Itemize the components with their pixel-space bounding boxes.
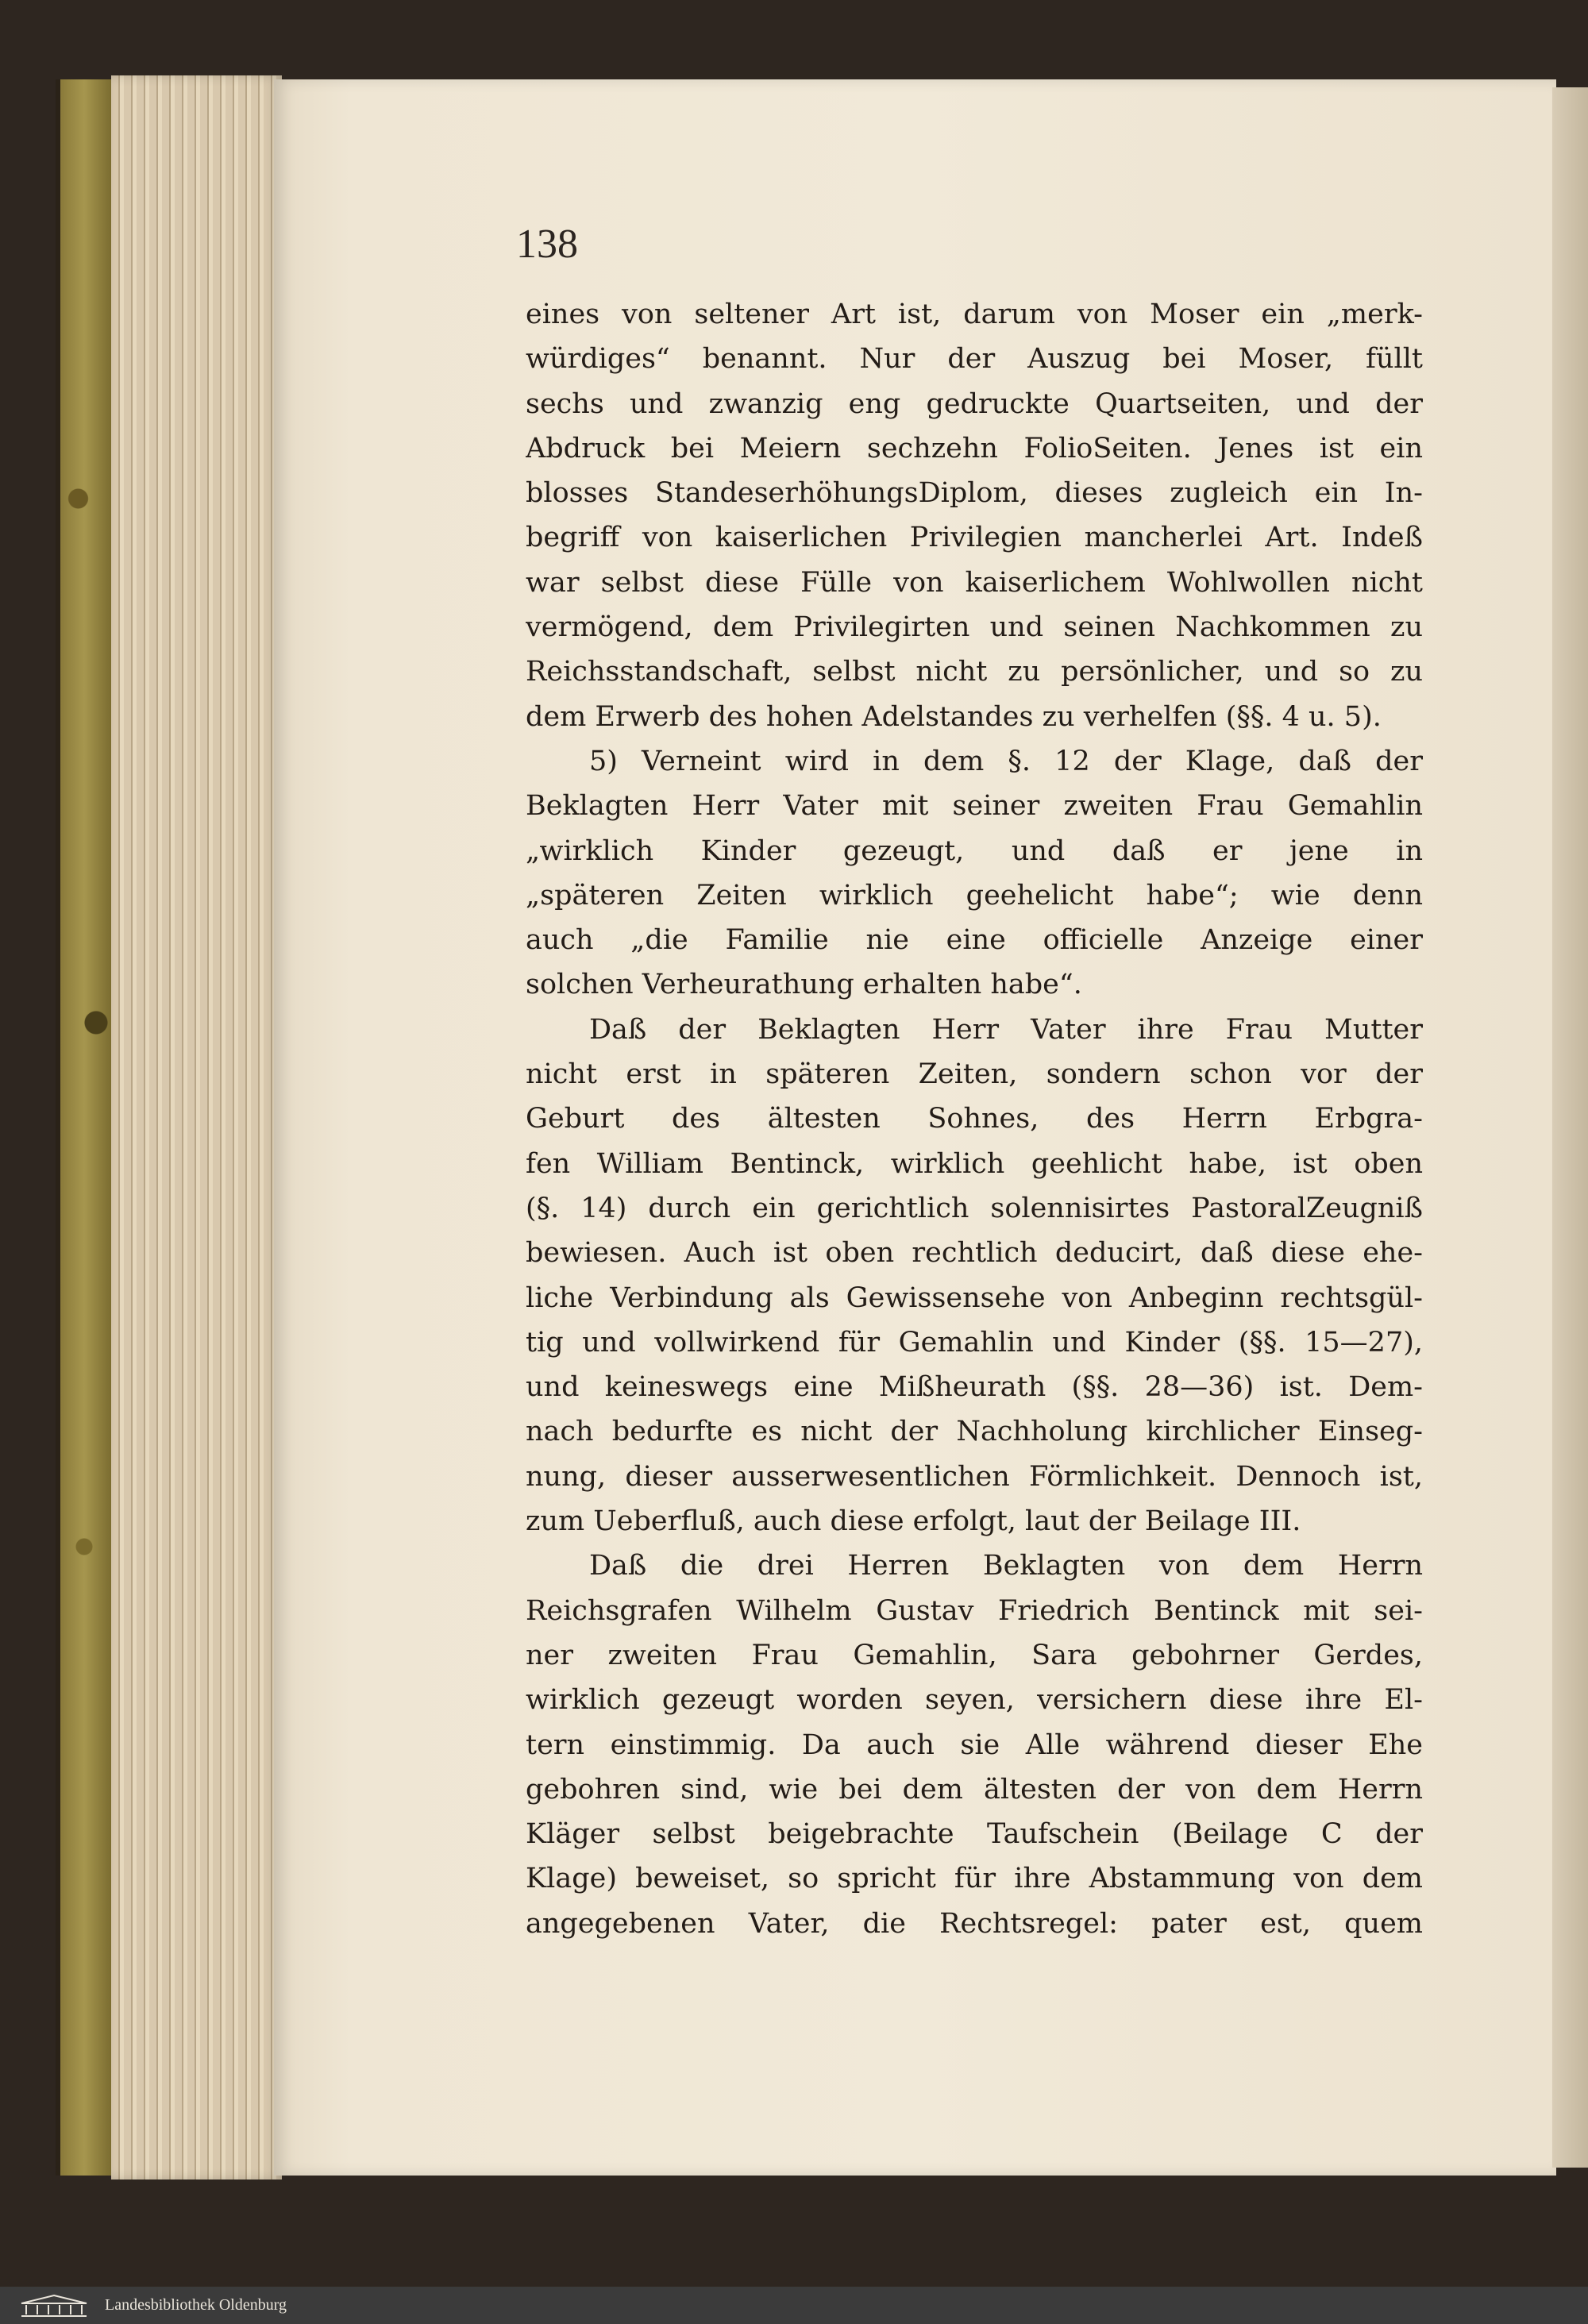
- text-line: blosses StandeserhöhungsDiplom, dieses zugleich ein In-: [526, 477, 1423, 510]
- text-line: nung, dieser ausserwesentlichen Förmlichkeit. Dennoch ist,: [526, 1460, 1423, 1493]
- page-text: [526, 292, 1423, 1946]
- text-line: nicht erst in späteren Zeiten, sondern schon vor der: [526, 1058, 1423, 1091]
- text-line: (§. 14) durch ein gerichtlich solennisirtes PastoralZeugniß: [526, 1192, 1423, 1224]
- text-line: „wirklich Kinder gezeugt, und daß er jene in: [526, 834, 1423, 867]
- text-line: Daß die drei Herren Beklagten von dem Herrn: [589, 1550, 1423, 1582]
- text-line: begriff von kaiserlichen Privilegien mancherlei Art. Indeß: [526, 522, 1423, 554]
- page-number: 138: [516, 222, 578, 267]
- book-cover-edge: [56, 79, 120, 2176]
- text-line: tig und vollwirkend für Gemahlin und Kinder (§§. 15—27),: [526, 1326, 1423, 1359]
- text-line: auch „die Familie nie eine officielle Anzeige einer: [526, 924, 1423, 957]
- text-line: dem Erwerb des hohen Adelstandes zu verhelfen (§§. 4 u. 5).: [526, 700, 1382, 733]
- text-line: und keineswegs eine Mißheurath (§§. 28—36) ist. Dem-: [526, 1371, 1423, 1404]
- text-line: Klage) beweiset, so spricht für ihre Abstammung von dem: [526, 1863, 1423, 1895]
- library-name: Landesbibliothek Oldenburg: [105, 2296, 287, 2314]
- text-line: gebohren sind, wie bei dem ältesten der von dem Herrn: [526, 1773, 1423, 1806]
- facing-page-edge: [1552, 87, 1588, 2168]
- text-line: 5) Verneint wird in dem §. 12 der Klage, daß der: [589, 745, 1423, 777]
- text-line: nach bedurfte es nicht der Nachholung kirchlicher Einseg-: [526, 1416, 1423, 1448]
- text-line: sechs und zwanzig eng gedruckte Quartseiten, und der: [526, 387, 1423, 420]
- text-line: angegebenen Vater, die Rechtsregel: pater est, quem: [526, 1907, 1423, 1940]
- text-line: tern einstimmig. Da auch sie Alle während dieser Ehe: [526, 1729, 1423, 1761]
- text-line: „späteren Zeiten wirklich geehelicht habe“; wie denn: [526, 879, 1423, 911]
- text-line: solchen Verheurathung erhalten habe“.: [526, 969, 1082, 1001]
- text-line: bewiesen. Auch ist oben rechtlich deducirt, daß diese ehe-: [526, 1237, 1423, 1270]
- text-line: Geburt des ältesten Sohnes, des Herrn Erbgra-: [526, 1103, 1423, 1135]
- text-line: eines von seltener Art ist, darum von Moser ein „merk-: [526, 299, 1423, 330]
- text-line: Beklagten Herr Vater mit seiner zweiten Frau Gemahlin: [526, 790, 1423, 823]
- text-line: Reichsgrafen Wilhelm Gustav Friedrich Bentinck mit sei-: [526, 1594, 1423, 1627]
- text-line: zum Ueberfluß, auch diese erfolgt, laut der Beilage III.: [526, 1505, 1301, 1538]
- text-line: Kläger selbst beigebrachte Taufschein (Beilage C der: [526, 1818, 1423, 1851]
- text-line: Reichsstandschaft, selbst nicht zu persönlicher, und so zu: [526, 656, 1423, 688]
- text-line: vermögend, dem Privilegirten und seinen Nachkommen zu: [526, 611, 1423, 644]
- text-line: würdiges“ benannt. Nur der Auszug bei Moser, füllt: [526, 343, 1423, 376]
- text-line: fen William Bentinck, wirklich geehlicht habe, ist oben: [526, 1147, 1423, 1180]
- library-building-icon: [14, 2292, 94, 2319]
- text-line: ner zweiten Frau Gemahlin, Sara gebohrner Gerdes,: [526, 1639, 1423, 1671]
- footer-bar: [0, 2287, 1588, 2324]
- page-stack-edges: [111, 75, 282, 2179]
- text-line: wirklich gezeugt worden seyen, versichern diese ihre El-: [526, 1684, 1423, 1717]
- text-line: Daß der Beklagten Herr Vater ihre Frau Mutter: [589, 1013, 1423, 1046]
- text-line: Abdruck bei Meiern sechzehn FolioSeiten. Jenes ist ein: [526, 432, 1423, 464]
- text-line: war selbst diese Fülle von kaiserlichem Wohlwollen nicht: [526, 566, 1423, 599]
- text-line: liche Verbindung als Gewissensehe von Anbeginn rechtsgül-: [526, 1281, 1423, 1314]
